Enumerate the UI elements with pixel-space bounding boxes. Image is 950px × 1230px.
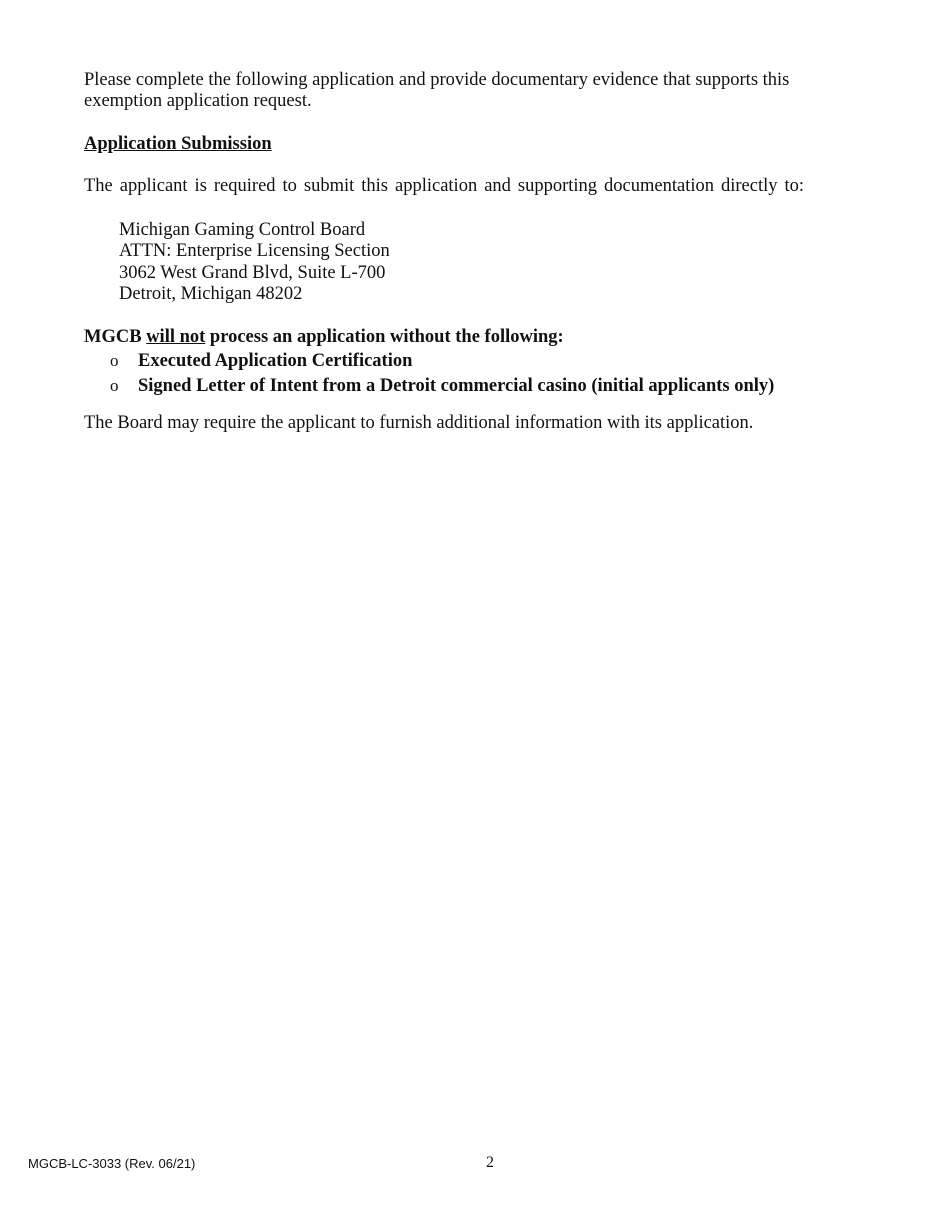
list-item xyxy=(110,351,774,376)
address-line-2: ATTN: Enterprise Licensing Section xyxy=(119,241,390,262)
address-line-1: Michigan Gaming Control Board xyxy=(119,220,366,240)
mailing-address xyxy=(119,220,390,305)
address-line-3: 3062 West Grand Blvd, Suite L-700 xyxy=(119,262,386,283)
section-heading: Application Submission xyxy=(84,134,272,154)
bullet-icon: o xyxy=(110,376,119,395)
bullet-icon: o xyxy=(110,351,119,370)
requirements-list xyxy=(110,351,774,401)
footer-form-number: MGCB-LC-3033 (Rev. 06/21) xyxy=(28,1156,196,1171)
requirement-text: Signed Letter of Intent from a Detroit commercial casino (initial applicants only) xyxy=(138,376,775,396)
requirements-heading xyxy=(84,326,564,348)
list-item xyxy=(110,376,774,401)
closing-paragraph: The Board may require the applicant to furnish additional information with its application. xyxy=(84,413,754,433)
instruction-paragraph: The applicant is required to submit this application and supporting documentation directly to: xyxy=(84,176,804,196)
address-line-4: Detroit, Michigan 48202 xyxy=(119,283,303,304)
requirements-heading-part1: MGCB xyxy=(84,327,147,347)
requirements-heading-part2: process an application without the following: xyxy=(205,327,564,347)
requirement-text: Executed Application Certification xyxy=(138,351,413,371)
intro-paragraph: Please complete the following application and provide documentary evidence that supports this exemption application request. xyxy=(84,70,790,111)
footer-page-number: 2 xyxy=(486,1154,494,1171)
requirements-heading-emphasis: will not xyxy=(146,327,206,347)
